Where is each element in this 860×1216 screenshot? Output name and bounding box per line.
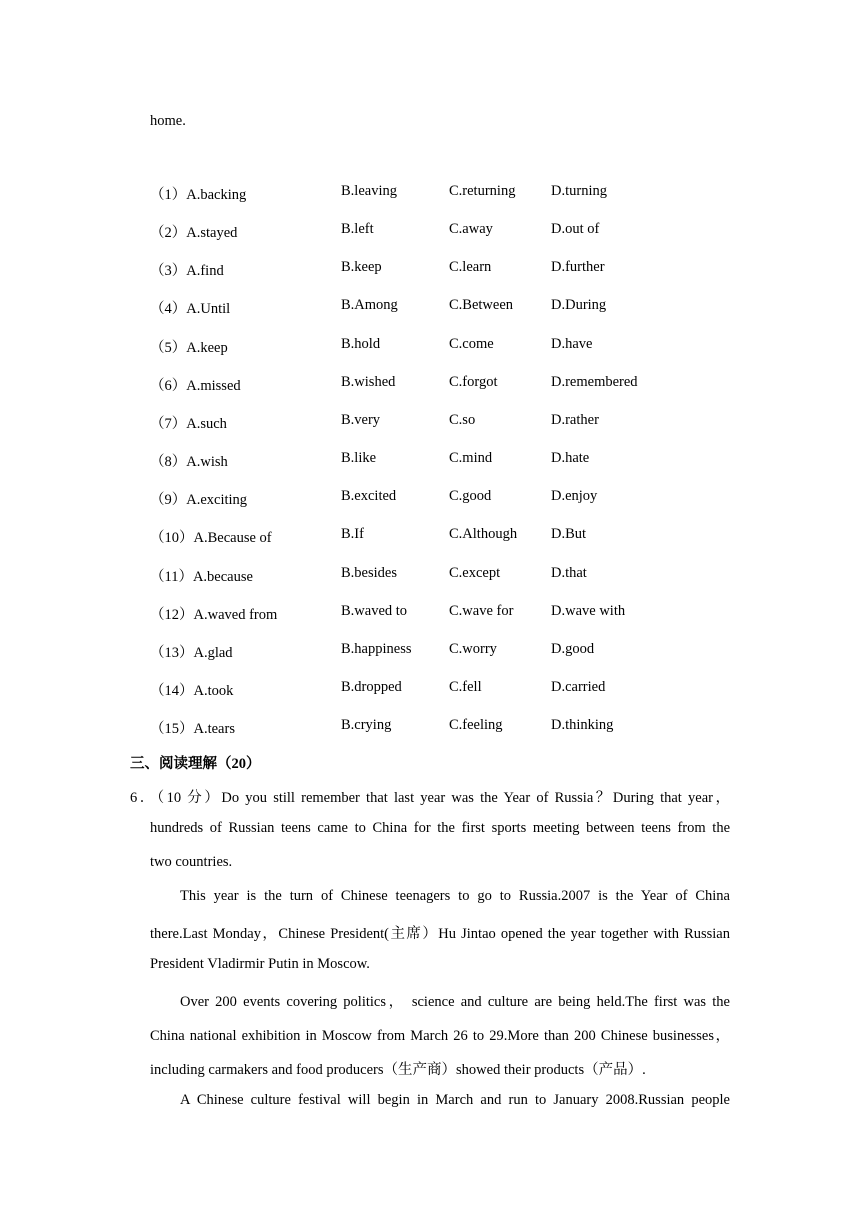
option-d: D.hate <box>551 450 590 467</box>
option-number-a: （7）A.such <box>150 415 227 432</box>
option-number-a: （15）A.tears <box>150 721 235 738</box>
option-c: C.except <box>449 564 501 581</box>
paragraph-line: there.Last Monday，Chinese President(主席）Hu Jintao opened the year together with Russian <box>150 926 730 942</box>
question-intro-line: 6．（10 分）Do you still remember that last year was the Year of Russia？During that year， <box>130 790 730 806</box>
option-b: B.crying <box>341 717 392 734</box>
option-d: D.that <box>551 564 587 581</box>
option-b: B.besides <box>341 564 397 581</box>
option-number-a: （10）A.Because of <box>150 530 272 547</box>
option-b: B.leaving <box>341 183 397 199</box>
paragraph-line: including carmakers and food producers（生产商）showed their products（产品）. <box>150 1062 646 1078</box>
option-b: B.wished <box>341 373 396 390</box>
option-c: C.learn <box>449 259 492 276</box>
continued-text-fragment: home. <box>150 113 186 129</box>
paragraph-line: A Chinese culture festival will begin in March and run to January 2008.Russian people <box>180 1092 730 1108</box>
option-row <box>0 488 860 508</box>
option-row <box>0 183 860 203</box>
option-b: B.happiness <box>341 640 412 657</box>
option-c: C.feeling <box>449 717 503 734</box>
option-row <box>0 450 860 470</box>
option-row <box>0 526 860 546</box>
option-c: C.away <box>449 221 493 238</box>
option-b: B.keep <box>341 259 382 276</box>
option-d: D.wave with <box>551 602 626 619</box>
option-d: D.out of <box>551 221 600 238</box>
question-intro-line: hundreds of Russian teens came to China for the first sports meeting between teens from the <box>150 820 730 836</box>
option-d: D.During <box>551 297 607 314</box>
option-number-a: （5）A.keep <box>150 339 228 356</box>
option-b: B.like <box>341 450 377 467</box>
option-row <box>0 336 860 356</box>
option-d: D.remembered <box>551 373 638 390</box>
option-number-a: （9）A.exciting <box>150 492 248 509</box>
option-b: B.If <box>341 526 364 543</box>
option-d: D.thinking <box>551 717 614 734</box>
option-number-a: （1）A.backing <box>150 187 247 203</box>
paragraph-line: President Vladirmir Putin in Moscow. <box>150 956 370 972</box>
option-row <box>0 259 860 279</box>
option-row <box>0 717 860 737</box>
paragraph-line: Over 200 events covering politics， science and culture are being held.The first was the <box>180 994 730 1010</box>
option-c: C.returning <box>449 183 516 199</box>
option-c: C.Although <box>449 526 518 543</box>
option-c: C.forgot <box>449 373 498 390</box>
option-b: B.hold <box>341 335 381 352</box>
option-d: D.enjoy <box>551 488 598 505</box>
option-d: D.turning <box>551 183 607 199</box>
option-b: B.excited <box>341 488 397 505</box>
option-b: B.left <box>341 221 374 238</box>
option-row <box>0 221 860 241</box>
option-row <box>0 603 860 623</box>
option-row <box>0 374 860 394</box>
option-d: D.carried <box>551 678 606 695</box>
option-number-a: （13）A.glad <box>150 644 233 661</box>
option-number-a: （4）A.Until <box>150 301 231 318</box>
option-row <box>0 297 860 317</box>
option-d: D.But <box>551 526 587 543</box>
option-d: D.further <box>551 259 605 276</box>
option-row <box>0 412 860 432</box>
option-c: C.come <box>449 335 494 352</box>
option-number-a: （6）A.missed <box>150 377 241 394</box>
option-c: C.good <box>449 488 492 505</box>
option-row <box>0 565 860 585</box>
option-number-a: （8）A.wish <box>150 454 228 471</box>
option-number-a: （12）A.waved from <box>150 606 278 623</box>
option-c: C.mind <box>449 450 493 467</box>
option-b: B.Among <box>341 297 398 314</box>
option-c: C.Between <box>449 297 514 314</box>
option-d: D.have <box>551 335 593 352</box>
option-b: B.very <box>341 411 381 428</box>
paragraph-line: This year is the turn of Chinese teenagers to go to Russia.2007 is the Year of China <box>180 888 730 904</box>
option-row <box>0 641 860 661</box>
option-number-a: （3）A.find <box>150 263 224 280</box>
option-d: D.good <box>551 640 595 657</box>
option-b: B.dropped <box>341 678 402 695</box>
paragraph-line: China national exhibition in Moscow from March 26 to 29.More than 200 Chinese businesses， <box>150 1028 730 1044</box>
option-c: C.wave for <box>449 602 514 619</box>
option-d: D.rather <box>551 411 599 428</box>
option-number-a: （2）A.stayed <box>150 225 238 242</box>
option-number-a: （11）A.because <box>150 568 253 585</box>
option-c: C.worry <box>449 640 497 657</box>
option-b: B.waved to <box>341 602 408 619</box>
question-intro-line: two countries. <box>150 854 233 870</box>
section-heading: 三、阅读理解（20） <box>130 756 261 772</box>
option-number-a: （14）A.took <box>150 682 234 699</box>
option-c: C.so <box>449 411 476 428</box>
option-row <box>0 679 860 699</box>
option-c: C.fell <box>449 678 482 695</box>
